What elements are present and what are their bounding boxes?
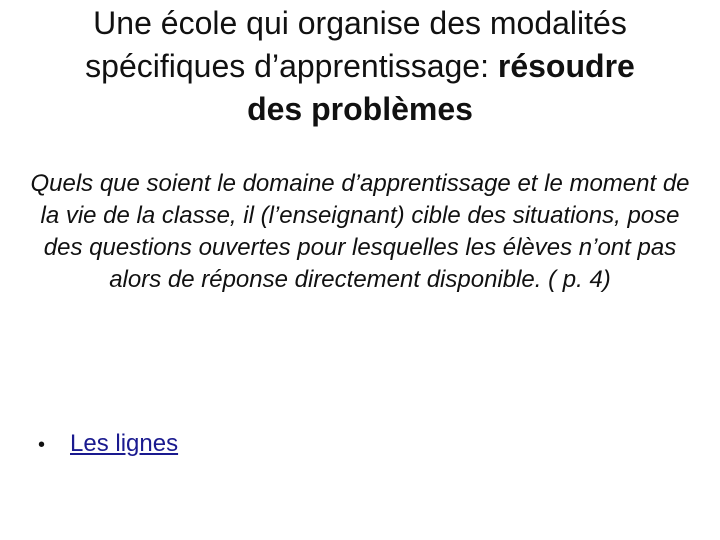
- bullet-list: [38, 428, 178, 461]
- title-line-3-bold: des problèmes: [247, 91, 473, 127]
- bullet-marker-icon: •: [38, 434, 46, 456]
- slide-title: [30, 2, 690, 131]
- title-line-2-bold: résoudre: [497, 48, 635, 84]
- title-line-2-prefix: spécifiques d’apprentissage:: [85, 48, 498, 84]
- quote-paragraph: Quels que soient le domaine d’apprentissage et le moment de la vie de la classe, il (l’enseignant) cible des situations, pose des questions ouvertes pour lesquelles les élèves n’ont pas alors de réponse directement disponible. ( p. 4): [30, 170, 690, 293]
- les-lignes-link[interactable]: Les lignes: [70, 430, 179, 457]
- bullet-item: [38, 428, 178, 461]
- title-line-1: Une école qui organise des modalités: [93, 5, 627, 41]
